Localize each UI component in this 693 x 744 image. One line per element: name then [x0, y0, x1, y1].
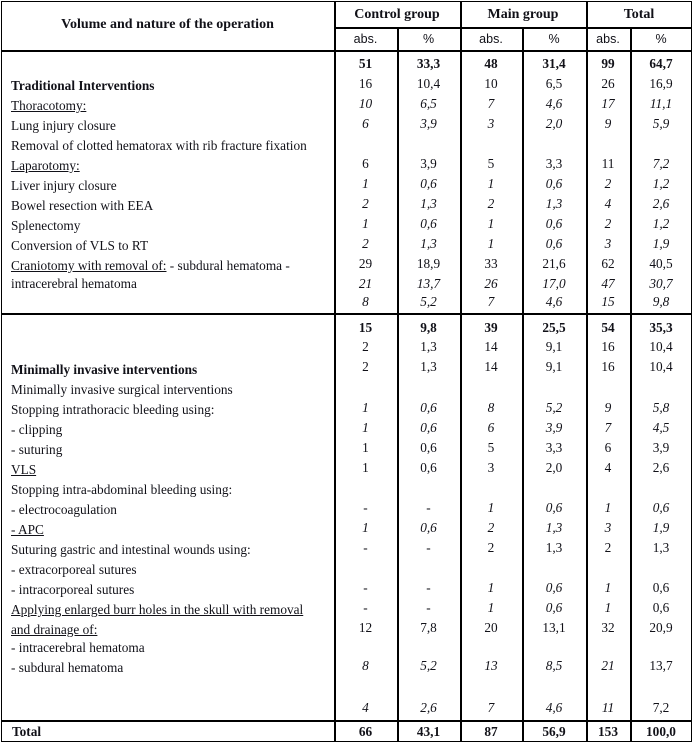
header-group-divider: [334, 27, 692, 29]
cell-total-abs: 6: [604, 440, 612, 455]
cell-control-abs: 2: [362, 236, 369, 251]
cell-total-pct: 2,6: [652, 196, 670, 211]
total-control-pct: 43,1: [416, 724, 441, 739]
cell-total-abs: 62: [601, 256, 615, 271]
cell-control-pct: 5,2: [420, 658, 437, 673]
cell-main-pct: 0,6: [545, 580, 563, 595]
cell-total-pct: 2,6: [652, 460, 670, 475]
cell-control-abs: 16: [358, 76, 373, 91]
cell-control-pct: 0,6: [420, 440, 437, 455]
cell-control-pct: 10,4: [416, 76, 441, 91]
cell-control-pct: 0,6: [420, 460, 437, 475]
cell-control-pct: 5,2: [420, 294, 437, 309]
cell-main-abs: 1: [487, 176, 495, 191]
cell-total-pct: 0,6: [652, 600, 670, 615]
cell-total-pct: 4,5: [652, 420, 670, 435]
row-label: Stopping intra-abdominal bleeding using:: [11, 482, 233, 497]
cell-control-pct: -: [426, 600, 431, 615]
cell-control-abs: 1: [362, 440, 369, 455]
subheader-total-abs: abs.: [596, 32, 620, 46]
control-group-header: Control group: [354, 7, 440, 22]
cell-control-pct: 0,6: [420, 400, 437, 415]
cell-main-abs: 13: [484, 658, 498, 673]
cell-control-abs: 1: [362, 216, 369, 231]
row-label: Minimally invasive interventions: [11, 362, 198, 377]
cell-main-abs: 1: [487, 600, 495, 615]
cell-main-abs: 1: [487, 580, 495, 595]
cell-total-pct: 64,7: [649, 56, 673, 71]
cell-main-abs: 1: [487, 236, 495, 251]
cell-control-pct: 9,8: [420, 320, 437, 335]
cell-total-pct: 7,2: [652, 700, 670, 715]
row-label: - APC: [11, 522, 44, 537]
subheader-main-abs: abs.: [479, 32, 503, 46]
cell-total-pct: 16,9: [649, 76, 673, 91]
cell-main-abs: 48: [484, 56, 498, 71]
subheader-control-pct: %: [422, 32, 435, 46]
cell-control-pct: -: [426, 500, 431, 515]
cell-total-abs: 47: [601, 276, 615, 291]
cell-main-abs: 2: [487, 540, 495, 555]
cell-main-abs: 2: [487, 196, 495, 211]
row-label: Laparotomy:: [11, 158, 80, 173]
cell-total-abs: 4: [604, 196, 612, 211]
cell-total-pct: 30,7: [649, 276, 673, 291]
cell-control-pct: -: [426, 540, 431, 555]
cell-main-pct: 6,5: [545, 76, 563, 91]
cell-total-pct: 10,4: [649, 359, 673, 374]
subheader-control-abs: abs.: [353, 32, 378, 46]
cell-control-pct: 0,6: [420, 520, 437, 535]
cell-total-abs: 16: [601, 339, 615, 354]
section-divider: [1, 313, 692, 315]
total-main-abs: 87: [484, 724, 498, 739]
cell-total-abs: 7: [604, 420, 612, 435]
cell-total-pct: 9,8: [652, 294, 670, 309]
cell-total-abs: 17: [601, 96, 615, 111]
row-label: Splenectomy: [11, 218, 81, 233]
row-label: Traditional Interventions: [11, 78, 155, 93]
row-label: Removal of clotted hematorax with rib fracture fixation: [11, 138, 307, 153]
cell-main-abs: 7: [487, 96, 495, 111]
cell-total-pct: 1,2: [652, 216, 670, 231]
cell-control-pct: 3,9: [420, 156, 437, 171]
cell-main-pct: 0,6: [545, 176, 563, 191]
cell-control-abs: 1: [362, 400, 369, 415]
cell-control-pct: 33,3: [416, 56, 441, 71]
cell-main-abs: 3: [487, 116, 495, 131]
cell-main-abs: 1: [487, 500, 495, 515]
row-label-rest: - subdural hematoma -: [166, 258, 290, 273]
cell-total-pct: 1,9: [652, 520, 670, 535]
cell-control-pct: 0,6: [420, 216, 437, 231]
cell-control-abs: 12: [358, 620, 373, 635]
cell-total-abs: 26: [601, 76, 615, 91]
row-label: Liver injury closure: [11, 178, 117, 193]
cell-total-abs: 16: [601, 359, 615, 374]
cell-total-pct: 0,6: [652, 580, 670, 595]
cell-total-pct: 7,2: [652, 156, 670, 171]
cell-total-pct: 5,9: [652, 116, 670, 131]
total-total-abs: 153: [598, 724, 618, 739]
cell-control-abs: 4: [362, 700, 369, 715]
cell-main-pct: 3,3: [545, 156, 563, 171]
cell-main-abs: 33: [484, 256, 498, 271]
row-label: - extracorporeal sutures: [11, 562, 137, 577]
cell-total-pct: 10,4: [649, 339, 673, 354]
row-label: Applying enlarged burr holes in the skull with removal: [11, 602, 304, 617]
cell-control-pct: 2,6: [420, 700, 437, 715]
cell-total-abs: 3: [604, 236, 612, 251]
cell-control-pct: 1,3: [420, 339, 437, 354]
total-row-border: [1, 720, 692, 722]
cell-total-abs: 15: [601, 294, 615, 309]
cell-total-abs: 9: [604, 116, 612, 131]
subheader-main-pct: %: [548, 32, 560, 46]
cell-main-pct: 0,6: [545, 236, 563, 251]
main-group-header: Main group: [487, 7, 559, 22]
cell-total-abs: 2: [604, 540, 612, 555]
cell-main-abs: 3: [487, 460, 495, 475]
cell-control-abs: -: [363, 600, 368, 615]
cell-control-pct: 18,9: [416, 256, 441, 271]
cell-control-pct: 7,8: [420, 620, 437, 635]
cell-total-abs: 11: [601, 700, 615, 715]
cell-total-pct: 5,8: [652, 400, 670, 415]
cell-main-pct: 21,6: [542, 256, 566, 271]
subheader-total-pct: %: [655, 32, 667, 46]
cell-main-abs: 1: [487, 216, 495, 231]
row-label: - clipping: [11, 422, 63, 437]
cell-main-abs: 8: [487, 400, 495, 415]
cell-total-pct: 1,3: [652, 540, 670, 555]
cell-main-pct: 3,9: [545, 420, 563, 435]
cell-control-abs: -: [363, 540, 368, 555]
cell-total-pct: 1,9: [652, 236, 670, 251]
cell-control-pct: 1,3: [420, 196, 437, 211]
cell-main-pct: 0,6: [545, 216, 563, 231]
cell-total-abs: 2: [604, 216, 612, 231]
cell-total-abs: 54: [601, 320, 615, 335]
cell-control-abs: 2: [362, 359, 369, 374]
row-label: Lung injury closure: [11, 118, 116, 133]
cell-main-pct: 8,5: [545, 658, 563, 673]
cell-total-abs: 11: [601, 156, 615, 171]
cell-total-abs: 1: [604, 500, 612, 515]
cell-total-pct: 20,9: [649, 620, 673, 635]
row-label: [11, 256, 290, 276]
cell-total-abs: 21: [601, 658, 615, 673]
row-label-underlined-part: Craniotomy with removal of:: [11, 258, 167, 273]
cell-main-pct: 0,6: [545, 500, 563, 515]
cell-control-abs: 15: [358, 320, 373, 335]
cell-main-pct: 1,3: [545, 520, 563, 535]
cell-main-abs: 5: [487, 156, 495, 171]
cell-main-pct: 2,0: [545, 460, 563, 475]
cell-total-abs: 2: [604, 176, 612, 191]
cell-control-abs: 51: [358, 56, 373, 71]
cell-control-abs: 8: [362, 294, 369, 309]
cell-control-abs: 2: [362, 339, 369, 354]
cell-main-abs: 14: [484, 359, 498, 374]
row-label: Stopping intrathoracic bleeding using:: [11, 402, 215, 417]
row-label: - intracerebral hematoma: [11, 640, 145, 655]
cell-main-pct: 9,1: [545, 339, 563, 354]
cell-control-abs: 10: [358, 96, 373, 111]
cell-control-pct: 1,3: [420, 236, 437, 251]
cell-main-abs: 39: [484, 320, 498, 335]
cell-control-abs: 29: [358, 256, 373, 271]
cell-main-pct: 4,6: [545, 96, 563, 111]
row-label: - subdural hematoma: [11, 660, 124, 675]
cell-main-pct: 25,5: [542, 320, 566, 335]
cell-total-abs: 99: [601, 56, 615, 71]
row-label: - electrocoagulation: [11, 502, 117, 517]
cell-control-pct: 0,6: [420, 176, 437, 191]
cell-control-abs: 1: [362, 176, 369, 191]
cell-main-abs: 26: [484, 276, 498, 291]
cell-main-pct: 4,6: [545, 294, 563, 309]
cell-total-abs: 1: [604, 580, 612, 595]
row-label-header: Volume and nature of the operation: [61, 17, 274, 32]
cell-control-abs: 1: [362, 520, 369, 535]
cell-control-abs: 8: [362, 658, 369, 673]
cell-main-pct: 13,1: [542, 620, 566, 635]
cell-main-pct: 1,3: [545, 196, 563, 211]
cell-total-pct: 40,5: [649, 256, 673, 271]
cell-control-pct: 13,7: [416, 276, 441, 291]
row-label: VLS: [11, 462, 37, 477]
total-main-pct: 56,9: [542, 724, 566, 739]
cell-main-abs: 14: [484, 339, 498, 354]
cell-main-pct: 9,1: [545, 359, 563, 374]
cell-control-pct: 1,3: [420, 359, 437, 374]
total-total-pct: 100,0: [646, 724, 676, 739]
cell-main-abs: 6: [487, 420, 495, 435]
row-label: Suturing gastric and intestinal wounds using:: [11, 542, 251, 557]
cell-control-abs: 1: [362, 460, 369, 475]
cell-total-abs: 32: [601, 620, 615, 635]
cell-main-pct: 0,6: [545, 600, 563, 615]
header-bottom-border: [1, 50, 692, 52]
cell-main-pct: 1,3: [545, 540, 563, 555]
cell-control-pct: 0,6: [420, 420, 437, 435]
row-label: Minimally invasive surgical interventions: [11, 382, 233, 397]
cell-main-abs: 20: [484, 620, 498, 635]
cell-control-abs: 6: [362, 156, 369, 171]
cell-control-abs: 1: [362, 420, 369, 435]
cell-total-pct: 11,1: [649, 96, 673, 111]
cell-total-pct: 1,2: [652, 176, 670, 191]
row-label: - suturing: [11, 442, 63, 457]
row-label: Thoracotomy:: [11, 98, 87, 113]
cell-control-abs: 2: [362, 196, 369, 211]
cell-control-abs: 21: [358, 276, 373, 291]
row-label: intracerebral hematoma: [11, 276, 137, 291]
cell-main-abs: 7: [487, 294, 495, 309]
cell-main-abs: 2: [487, 520, 495, 535]
cell-total-pct: 0,6: [652, 500, 670, 515]
cell-total-pct: 13,7: [649, 658, 673, 673]
row-label: and drainage of:: [11, 622, 98, 637]
cell-main-pct: 5,2: [545, 400, 563, 415]
row-label: Conversion of VLS to RT: [11, 238, 149, 253]
cell-main-pct: 2,0: [545, 116, 563, 131]
total-header: Total: [623, 7, 655, 22]
cell-control-abs: -: [363, 580, 368, 595]
total-row-label: Total: [12, 724, 42, 739]
row-label: - intracorporeal sutures: [11, 582, 135, 597]
cell-control-pct: -: [426, 580, 431, 595]
cell-control-pct: 6,5: [420, 96, 437, 111]
row-label: Bowel resection with EEA: [11, 198, 154, 213]
cell-total-abs: 4: [604, 460, 612, 475]
cell-control-abs: 6: [362, 116, 369, 131]
cell-total-pct: 3,9: [652, 440, 670, 455]
cell-main-abs: 7: [487, 700, 495, 715]
cell-control-abs: -: [363, 500, 368, 515]
cell-control-pct: 3,9: [420, 116, 437, 131]
cell-main-pct: 3,3: [545, 440, 563, 455]
cell-total-abs: 9: [604, 400, 612, 415]
cell-main-pct: 17,0: [542, 276, 566, 291]
cell-total-pct: 35,3: [649, 320, 673, 335]
cell-main-abs: 5: [487, 440, 495, 455]
cell-main-pct: 4,6: [545, 700, 563, 715]
cell-main-pct: 31,4: [542, 56, 566, 71]
total-control-abs: 66: [358, 724, 373, 739]
cell-total-abs: 3: [604, 520, 612, 535]
cell-total-abs: 1: [604, 600, 612, 615]
cell-main-abs: 10: [484, 76, 498, 91]
